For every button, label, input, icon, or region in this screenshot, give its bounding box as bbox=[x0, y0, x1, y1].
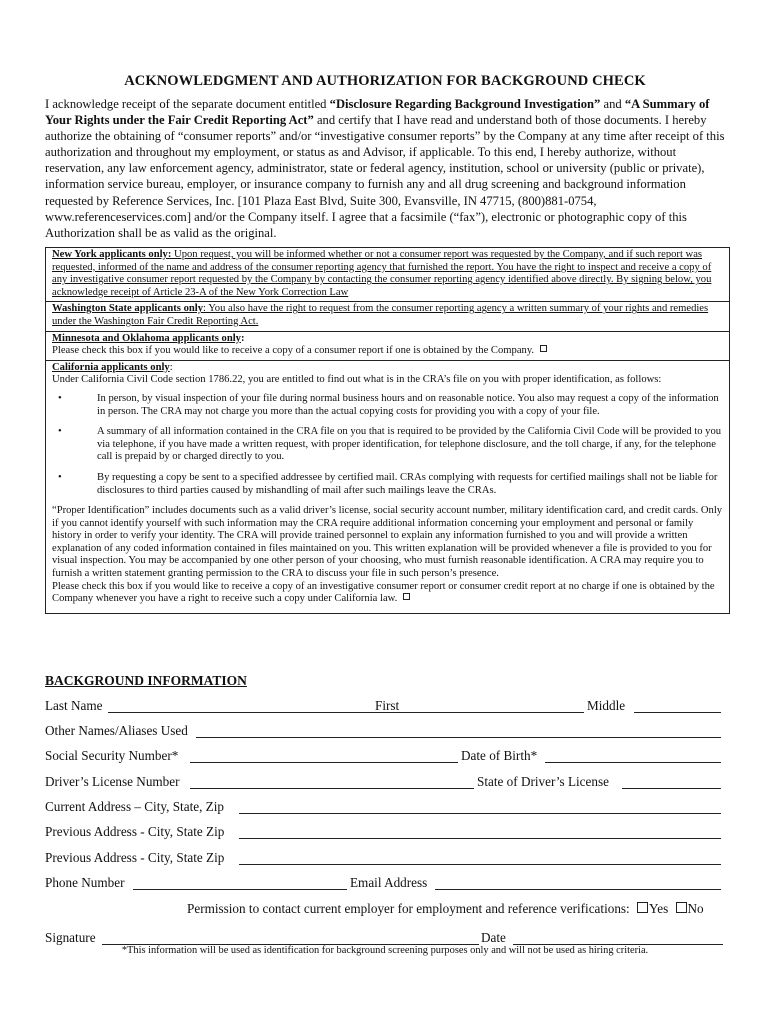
contact-row bbox=[45, 875, 725, 893]
previous-address-row-1 bbox=[45, 824, 725, 842]
ca-intro: Under California Civil Code section 1786.22, you are entitled to find out what is in the CRA’s file on you with proper identification, as follows: bbox=[52, 374, 662, 386]
last-name-field[interactable] bbox=[108, 712, 416, 713]
employer-permission-row bbox=[187, 901, 704, 917]
wa-notice bbox=[46, 301, 729, 330]
intro-text-1: I acknowledge receipt of the separate document entitled bbox=[45, 97, 330, 111]
previous-address-2-label: Previous Address - City, State Zip bbox=[45, 850, 225, 865]
ca-bullet-1: • In person, by visual inspection of your file during normal business hours and on reasonable notice. You also may request a copy of the information in person. The CRA may not charge you more than the actual copying costs for providing you with a copy of your file. bbox=[58, 392, 719, 417]
permission-label: Permission to contact current employer for employment and reference verifications: bbox=[187, 901, 630, 916]
bullet-dot: • bbox=[58, 471, 62, 483]
ssn-field[interactable] bbox=[190, 762, 458, 763]
bullet-dot: • bbox=[58, 426, 62, 438]
intro-text-2: and bbox=[600, 97, 625, 111]
current-address-label: Current Address – City, State, Zip bbox=[45, 799, 224, 814]
footnote: *This information will be used as identification for background screening purposes only and will not be used as hiring criteria. bbox=[121, 945, 649, 956]
signature-label: Signature bbox=[45, 930, 96, 945]
dl-field[interactable] bbox=[190, 788, 474, 789]
last-name-label: Last Name bbox=[45, 698, 103, 713]
email-field[interactable] bbox=[435, 889, 721, 890]
intro-paragraph bbox=[45, 96, 730, 241]
state-notices-box bbox=[45, 247, 730, 614]
permission-no-label: No bbox=[687, 901, 704, 916]
intro-text-3: and certify that I have read and understand both of those documents. I hereby authorize the obtaining of “consumer reports” and/or “investigative consumer reports” by the Company at any time after receipt of this authorization and throughout my employment, or status as and Advisor, if applicable. To this end, I hereby authorize, without reservation, any law enforcement agency, administrator, state or federal agency, institution, school or university (public or private), information service bureau, employer, or insurance company to furnish any and all drug screening and background information requested by Reference Services, Inc. [101 Plaza East Blvd, Suite 300, Evansville, IN 47715, (800)881-0754, www.referenceservices.com] and/or the Company itself. I agree that a facsimile (“fax”), electronic or photographic copy of this Authorization shall be as valid as the original. bbox=[45, 113, 725, 240]
mn-ok-heading: Minnesota and Oklahoma applicants only bbox=[52, 332, 241, 344]
aliases-field[interactable] bbox=[196, 737, 721, 738]
previous-address-1-field[interactable] bbox=[239, 838, 721, 839]
drivers-license-row bbox=[45, 774, 725, 792]
mn-ok-notice: Minnesota and Oklahoma applicants only: Please check this box if you would like to receive a copy of a consumer report if one is obtained by the Company. bbox=[46, 331, 729, 360]
current-address-field[interactable] bbox=[239, 813, 721, 814]
first-name-label: First bbox=[375, 698, 400, 713]
ny-text: Upon request, you will be informed whether or not a consumer report was requested by the Company, and if such report was requested, informed of the name and address of the consumer reporting agency that furnished the report. You have the right to inspect and receive a copy of any investigative consumer report requested by the Company by contacting the consumer reporting agency identified above directly. By signing below, you acknowledge receipt of Article 23-A of the New York Correction Law bbox=[52, 249, 712, 298]
dob-label: Date of Birth* bbox=[461, 748, 538, 763]
dl-state-label: State of Driver’s License bbox=[477, 774, 609, 789]
ny-heading: New York applicants only: bbox=[52, 249, 172, 260]
permission-yes-checkbox[interactable] bbox=[637, 902, 648, 913]
aliases-label: Other Names/Aliases Used bbox=[45, 723, 188, 738]
dob-field[interactable] bbox=[545, 762, 721, 763]
middle-name-label: Middle bbox=[587, 698, 626, 713]
phone-label: Phone Number bbox=[45, 875, 125, 890]
ssn-label: Social Security Number* bbox=[45, 748, 179, 763]
dl-state-field[interactable] bbox=[622, 788, 721, 789]
background-info-heading: BACKGROUND INFORMATION bbox=[45, 673, 247, 688]
ca-notice: California applicants only: Under California Civil Code section 1786.22, you are entitled to find out what is in the CRA’s file on you with proper identification, as follows: • In person, by visual inspection of your file during normal business hours and on reasonable notice. You also may request a copy of the information in person. The CRA may not charge you more than the actual copying costs for providing you with a copy of your file. • A summary of all information contained in the CRA file on you that is required to be provided by the California Civil Code will be provided to you via telephone, if you have made a written request, with proper identification, for telephone disclosure, and the toll charge, if any, for the telephone call is prepaid by or charged directly to you. • By requesting a copy be sent to a specified addressee by certified mail. CRAs complying with requests for certified mailings shall not be liable for disclosures to third parties caused by mishandling of mail after such mailings leave the CRAs. “Proper Identification” includes documents such as a valid driver’s license, social security account number, military identification card, and credit cards. Only if you cannot identify yourself with such information may the CRA require additional information concerning your employment and personal or family history in order to verify your identity. The CRA will provide trained personnel to explain any information furnished to you and will provide a written explanation of any coded information contained in files maintained on you. This written explanation will be provided whenever a file is provided to you for visual inspection. You may be accompanied by one other person of your choosing, who must furnish reasonable identification. A CRA may require you to furnish a written statement granting permission to the CRA to discuss your file in such person’s presence. Please check this box if you would like to receive a copy of an investigative consumer report or consumer credit report at no charge if one is obtained by the Company whenever you have a right to receive such a copy under California law. bbox=[46, 360, 729, 613]
ssn-dob-row bbox=[45, 748, 725, 766]
middle-name-field[interactable] bbox=[634, 712, 721, 713]
dl-label: Driver’s License Number bbox=[45, 774, 180, 789]
mn-ok-copy-checkbox[interactable] bbox=[540, 345, 547, 352]
phone-field[interactable] bbox=[133, 889, 347, 890]
ca-heading: California applicants only bbox=[52, 361, 170, 373]
previous-address-row-2 bbox=[45, 850, 725, 868]
ca-bullet-2: • A summary of all information contained in the CRA file on you that is required to be provided by the California Civil Code will be provided to you via telephone, if you have made a written request, with proper identification, for telephone disclosure, and the toll charge, if any, for the telephone call is prepaid by or charged directly to you. bbox=[58, 426, 722, 463]
current-address-row bbox=[45, 799, 725, 817]
name-row bbox=[45, 698, 725, 716]
mn-ok-text: Please check this box if you would like to receive a copy of a consumer report if one is obtained by the Company. bbox=[52, 345, 535, 357]
bullet-dot: • bbox=[58, 392, 62, 404]
ca-checkbox-text: Please check this box if you would like to receive a copy of an investigative consumer report or consumer credit report at no charge if one is obtained by the Company whenever you have a right to receive such a copy under California law. bbox=[52, 580, 715, 605]
permission-no-checkbox[interactable] bbox=[676, 902, 687, 913]
ny-notice bbox=[46, 248, 729, 301]
permission-yes-label: Yes bbox=[649, 901, 669, 916]
ca-proper-id: “Proper Identification” includes documents such as a valid driver’s license, social security account number, military identification card, and credit cards. Only if you cannot identify yourself with such information may the CRA require additional information concerning your employment and personal or family history in order to verify your identity. The CRA will provide trained personnel to explain any information furnished to you and will provide a written explanation of any coded information contained in files maintained on you. This written explanation will be provided whenever a file is provided to you for visual inspection. You may be accompanied by one other person of your choosing, who must furnish reasonable identification. A CRA may require you to furnish a written statement granting permission to the CRA to discuss your file in such person’s presence. bbox=[52, 505, 723, 580]
ca-free-copy-checkbox[interactable] bbox=[403, 593, 410, 600]
wa-heading: Washington State applicants only bbox=[52, 303, 203, 315]
date-label: Date bbox=[481, 930, 506, 945]
rights-summary-doc-title: “A Summary of Your Rights under the Fair Credit Reporting Act” bbox=[45, 97, 710, 128]
disclosure-doc-title: “Disclosure Regarding Background Investigation” bbox=[329, 97, 601, 111]
email-label: Email Address bbox=[350, 875, 428, 890]
ca-bullet-3: • By requesting a copy be sent to a specified addressee by certified mail. CRAs complying with requests for certified mailings shall not be liable for disclosures to third parties caused by mishandling of mail after such mailings leave the CRAs. bbox=[58, 471, 718, 496]
first-name-field[interactable] bbox=[407, 712, 584, 713]
aliases-row bbox=[45, 723, 725, 741]
previous-address-2-field[interactable] bbox=[239, 864, 721, 865]
wa-text: : You also have the right to request from the consumer reporting agency a written summary of your rights and remedies under the Washington Fair Credit Reporting Act. bbox=[52, 303, 709, 327]
form-title: ACKNOWLEDGMENT AND AUTHORIZATION FOR BACKGROUND CHECK bbox=[124, 73, 646, 89]
previous-address-1-label: Previous Address - City, State Zip bbox=[45, 824, 225, 839]
